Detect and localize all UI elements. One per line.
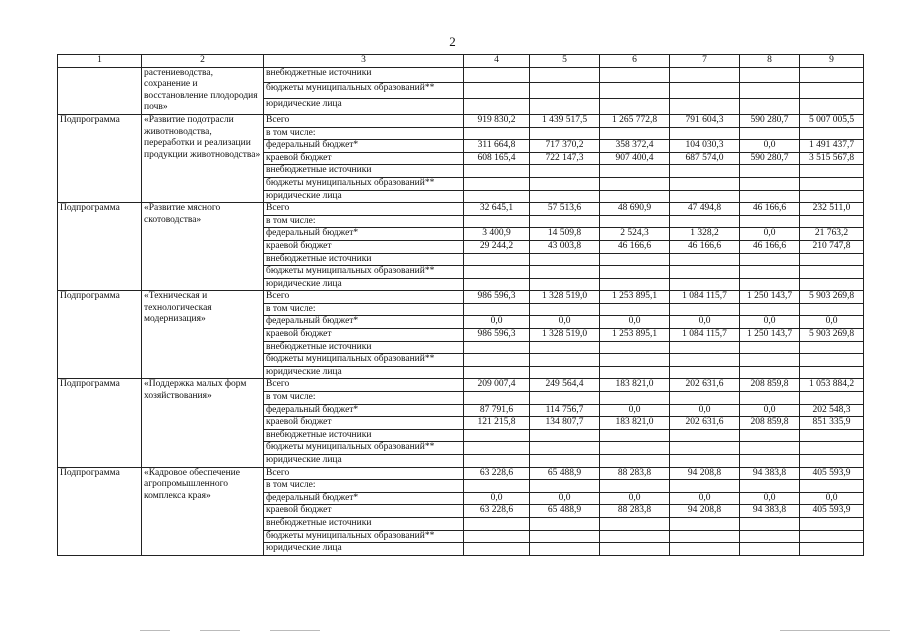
value-cell (530, 543, 600, 556)
value-cell (740, 517, 800, 530)
page-number: 2 (449, 34, 456, 49)
value-cell: 0,0 (670, 492, 740, 505)
value-cell: 210 747,8 (800, 240, 864, 253)
funding-source-cell: внебюджетные источники (264, 429, 464, 442)
value-cell: 63 228,6 (464, 467, 530, 480)
value-cell: 88 283,8 (600, 505, 670, 518)
value-cell (530, 517, 600, 530)
value-cell: 202 631,6 (670, 379, 740, 392)
funding-source-cell: краевой бюджет (264, 152, 464, 165)
value-cell (800, 392, 864, 405)
value-cell: 183 821,0 (600, 379, 670, 392)
value-cell (600, 366, 670, 379)
value-cell: 907 400,4 (600, 152, 670, 165)
value-cell (530, 455, 600, 468)
value-cell (600, 442, 670, 455)
value-cell: 0,0 (740, 492, 800, 505)
funding-source-cell: бюджеты муниципальных образований** (264, 83, 464, 99)
program-kind-cell: Подпрограмма (58, 379, 142, 467)
header-cell: 1 (58, 55, 142, 68)
funding-source-cell: Всего (264, 467, 464, 480)
header-cell: 9 (800, 55, 864, 68)
value-cell: 43 003,8 (530, 240, 600, 253)
value-cell (600, 190, 670, 203)
value-cell (670, 366, 740, 379)
value-cell (600, 83, 670, 99)
value-cell (670, 429, 740, 442)
value-cell (740, 429, 800, 442)
value-cell (800, 354, 864, 367)
value-cell (600, 530, 670, 543)
value-cell (740, 354, 800, 367)
value-cell (530, 99, 600, 115)
value-cell (600, 99, 670, 115)
value-cell (464, 190, 530, 203)
value-cell (800, 177, 864, 190)
value-cell (800, 127, 864, 140)
value-cell: 14 509,8 (530, 228, 600, 241)
value-cell (800, 99, 864, 115)
value-cell (464, 442, 530, 455)
value-cell (530, 253, 600, 266)
value-cell (530, 278, 600, 291)
value-cell: 183 821,0 (600, 417, 670, 430)
value-cell (530, 392, 600, 405)
value-cell (670, 392, 740, 405)
value-cell (464, 392, 530, 405)
value-cell (670, 442, 740, 455)
value-cell: 791 604,3 (670, 114, 740, 127)
value-cell (740, 99, 800, 115)
value-cell (464, 455, 530, 468)
value-cell (464, 67, 530, 83)
value-cell: 1 250 143,7 (740, 329, 800, 342)
value-cell (740, 190, 800, 203)
funding-source-cell: юридические лица (264, 455, 464, 468)
value-cell (600, 253, 670, 266)
value-cell: 94 383,8 (740, 505, 800, 518)
funding-source-cell: краевой бюджет (264, 240, 464, 253)
value-cell (670, 215, 740, 228)
value-cell (740, 366, 800, 379)
value-cell: 0,0 (670, 404, 740, 417)
table-row (58, 379, 864, 392)
funding-source-cell: федеральный бюджет* (264, 140, 464, 153)
value-cell: 5 903 269,8 (800, 329, 864, 342)
value-cell (740, 530, 800, 543)
value-cell (800, 341, 864, 354)
value-cell: 21 763,2 (800, 228, 864, 241)
value-cell: 405 593,9 (800, 505, 864, 518)
funding-source-cell: бюджеты муниципальных образований** (264, 530, 464, 543)
value-cell (670, 354, 740, 367)
value-cell (600, 341, 670, 354)
value-cell (670, 455, 740, 468)
value-cell: 208 859,8 (740, 417, 800, 430)
value-cell: 3 400,9 (464, 228, 530, 241)
value-cell (600, 67, 670, 83)
value-cell (740, 455, 800, 468)
value-cell: 851 335,9 (800, 417, 864, 430)
value-cell: 208 859,8 (740, 379, 800, 392)
value-cell: 232 511,0 (800, 203, 864, 216)
scan-artifacts (140, 630, 900, 634)
funding-source-cell: юридические лица (264, 278, 464, 291)
value-cell (530, 266, 600, 279)
funding-source-cell: внебюджетные источники (264, 341, 464, 354)
value-cell (800, 429, 864, 442)
value-cell: 94 208,8 (670, 467, 740, 480)
value-cell (670, 517, 740, 530)
value-cell: 1 328 519,0 (530, 291, 600, 304)
value-cell: 0,0 (800, 316, 864, 329)
value-cell: 134 807,7 (530, 417, 600, 430)
value-cell (670, 341, 740, 354)
value-cell: 46 166,6 (740, 240, 800, 253)
value-cell: 0,0 (740, 316, 800, 329)
value-cell (464, 354, 530, 367)
value-cell: 0,0 (670, 316, 740, 329)
funding-source-cell: федеральный бюджет* (264, 228, 464, 241)
header-cell: 2 (142, 55, 264, 68)
value-cell: 5 903 269,8 (800, 291, 864, 304)
funding-source-cell: Всего (264, 203, 464, 216)
value-cell: 986 596,3 (464, 291, 530, 304)
value-cell (464, 341, 530, 354)
header-cell: 8 (740, 55, 800, 68)
value-cell (800, 480, 864, 493)
value-cell (600, 215, 670, 228)
value-cell (530, 341, 600, 354)
value-cell (464, 127, 530, 140)
value-cell (800, 303, 864, 316)
value-cell (800, 442, 864, 455)
funding-source-cell: бюджеты муниципальных образований** (264, 266, 464, 279)
funding-source-cell: юридические лица (264, 99, 464, 115)
value-cell (800, 266, 864, 279)
value-cell: 29 244,2 (464, 240, 530, 253)
value-cell (530, 190, 600, 203)
value-cell (530, 429, 600, 442)
value-cell: 1 084 115,7 (670, 291, 740, 304)
value-cell: 48 690,9 (600, 203, 670, 216)
program-kind-cell (58, 67, 142, 114)
funding-source-cell: в том числе: (264, 303, 464, 316)
funding-source-cell: юридические лица (264, 366, 464, 379)
table-row (58, 203, 864, 216)
value-cell (600, 354, 670, 367)
value-cell (670, 543, 740, 556)
value-cell (670, 165, 740, 178)
value-cell: 87 791,6 (464, 404, 530, 417)
value-cell: 687 574,0 (670, 152, 740, 165)
program-kind-cell: Подпрограмма (58, 114, 142, 202)
value-cell (464, 83, 530, 99)
value-cell (600, 543, 670, 556)
table-row (58, 114, 864, 127)
value-cell: 1 265 772,8 (600, 114, 670, 127)
value-cell: 5 007 005,5 (800, 114, 864, 127)
value-cell (530, 354, 600, 367)
value-cell (800, 455, 864, 468)
value-cell (600, 480, 670, 493)
value-cell (740, 341, 800, 354)
value-cell: 0,0 (600, 404, 670, 417)
header-cell: 4 (464, 55, 530, 68)
value-cell (800, 278, 864, 291)
value-cell (600, 177, 670, 190)
value-cell (530, 480, 600, 493)
value-cell (670, 266, 740, 279)
value-cell: 3 515 567,8 (800, 152, 864, 165)
value-cell (670, 530, 740, 543)
funding-source-cell: внебюджетные источники (264, 253, 464, 266)
value-cell (670, 253, 740, 266)
value-cell: 717 370,2 (530, 140, 600, 153)
value-cell (800, 190, 864, 203)
value-cell (464, 517, 530, 530)
value-cell: 114 756,7 (530, 404, 600, 417)
funding-source-cell: краевой бюджет (264, 505, 464, 518)
value-cell: 986 596,3 (464, 329, 530, 342)
value-cell: 104 030,3 (670, 140, 740, 153)
funding-source-cell: в том числе: (264, 480, 464, 493)
program-name-cell: «Поддержка малых форм хозяйствования» (142, 379, 264, 467)
value-cell: 1 084 115,7 (670, 329, 740, 342)
value-cell (740, 303, 800, 316)
value-cell (464, 429, 530, 442)
funding-source-cell: бюджеты муниципальных образований** (264, 354, 464, 367)
value-cell: 358 372,4 (600, 140, 670, 153)
value-cell (600, 127, 670, 140)
value-cell (670, 99, 740, 115)
value-cell: 0,0 (800, 492, 864, 505)
funding-source-cell: краевой бюджет (264, 417, 464, 430)
value-cell (670, 67, 740, 83)
table-row (58, 467, 864, 480)
value-cell (464, 165, 530, 178)
value-cell: 2 524,3 (600, 228, 670, 241)
value-cell (600, 303, 670, 316)
value-cell (800, 165, 864, 178)
funding-source-cell: в том числе: (264, 215, 464, 228)
funding-source-cell: федеральный бюджет* (264, 404, 464, 417)
value-cell (600, 165, 670, 178)
value-cell: 0,0 (530, 316, 600, 329)
value-cell: 46 166,6 (600, 240, 670, 253)
value-cell: 722 147,3 (530, 152, 600, 165)
value-cell (464, 543, 530, 556)
funding-source-cell: Всего (264, 114, 464, 127)
value-cell (800, 543, 864, 556)
table-body (58, 55, 864, 556)
value-cell: 32 645,1 (464, 203, 530, 216)
value-cell: 65 488,9 (530, 505, 600, 518)
value-cell: 1 491 437,7 (800, 140, 864, 153)
funding-source-cell: федеральный бюджет* (264, 492, 464, 505)
table-row (58, 291, 864, 304)
value-cell (670, 278, 740, 291)
value-cell (530, 83, 600, 99)
value-cell: 94 383,8 (740, 467, 800, 480)
value-cell (464, 278, 530, 291)
value-cell (530, 67, 600, 83)
value-cell (464, 303, 530, 316)
value-cell: 0,0 (740, 404, 800, 417)
value-cell (740, 253, 800, 266)
value-cell (740, 215, 800, 228)
value-cell (670, 480, 740, 493)
value-cell (530, 165, 600, 178)
value-cell: 57 513,6 (530, 203, 600, 216)
value-cell (740, 127, 800, 140)
value-cell (600, 455, 670, 468)
value-cell: 63 228,6 (464, 505, 530, 518)
value-cell: 311 664,8 (464, 140, 530, 153)
value-cell (740, 442, 800, 455)
value-cell (670, 303, 740, 316)
value-cell: 202 631,6 (670, 417, 740, 430)
budget-table (57, 54, 864, 556)
value-cell (670, 190, 740, 203)
value-cell (740, 543, 800, 556)
program-name-cell: «Развитие подотрасли животноводства, переработки и реализации продукции животноводства» (142, 114, 264, 202)
value-cell (530, 366, 600, 379)
header-row (58, 55, 864, 68)
value-cell (464, 530, 530, 543)
value-cell (800, 67, 864, 83)
program-name-cell: растениеводства, сохранение и восстановление плодородия почв» (142, 67, 264, 114)
value-cell: 590 280,7 (740, 152, 800, 165)
value-cell: 919 830,2 (464, 114, 530, 127)
value-cell: 0,0 (600, 316, 670, 329)
program-name-cell: «Развитие мясного скотоводства» (142, 203, 264, 291)
value-cell (800, 517, 864, 530)
value-cell: 1 439 517,5 (530, 114, 600, 127)
value-cell: 249 564,4 (530, 379, 600, 392)
value-cell (530, 442, 600, 455)
value-cell: 1 253 895,1 (600, 291, 670, 304)
value-cell: 1 250 143,7 (740, 291, 800, 304)
value-cell: 1 328,2 (670, 228, 740, 241)
program-kind-cell: Подпрограмма (58, 291, 142, 379)
value-cell (600, 266, 670, 279)
funding-source-cell: в том числе: (264, 392, 464, 405)
funding-source-cell: юридические лица (264, 190, 464, 203)
value-cell (464, 215, 530, 228)
value-cell: 0,0 (530, 492, 600, 505)
value-cell (740, 83, 800, 99)
program-kind-cell: Подпрограмма (58, 203, 142, 291)
value-cell: 0,0 (600, 492, 670, 505)
value-cell: 94 208,8 (670, 505, 740, 518)
value-cell: 46 166,6 (670, 240, 740, 253)
program-name-cell: «Техническая и технологическая модернизация» (142, 291, 264, 379)
program-kind-cell: Подпрограмма (58, 467, 142, 555)
funding-source-cell: Всего (264, 291, 464, 304)
funding-source-cell: Всего (264, 379, 464, 392)
funding-source-cell: внебюджетные источники (264, 165, 464, 178)
value-cell (464, 253, 530, 266)
value-cell: 405 593,9 (800, 467, 864, 480)
value-cell: 1 328 519,0 (530, 329, 600, 342)
funding-source-cell: внебюджетные источники (264, 67, 464, 83)
value-cell (530, 215, 600, 228)
value-cell: 0,0 (740, 140, 800, 153)
value-cell (530, 177, 600, 190)
header-cell: 6 (600, 55, 670, 68)
value-cell: 0,0 (464, 316, 530, 329)
funding-source-cell: бюджеты муниципальных образований** (264, 442, 464, 455)
header-cell: 3 (264, 55, 464, 68)
funding-source-cell: внебюджетные источники (264, 517, 464, 530)
value-cell (600, 392, 670, 405)
value-cell (800, 366, 864, 379)
value-cell (530, 127, 600, 140)
funding-source-cell: краевой бюджет (264, 329, 464, 342)
value-cell (670, 177, 740, 190)
value-cell (740, 67, 800, 83)
value-cell (740, 177, 800, 190)
value-cell: 65 488,9 (530, 467, 600, 480)
value-cell (740, 392, 800, 405)
header-cell: 7 (670, 55, 740, 68)
value-cell: 590 280,7 (740, 114, 800, 127)
funding-source-cell: бюджеты муниципальных образований** (264, 177, 464, 190)
value-cell (740, 480, 800, 493)
value-cell (600, 278, 670, 291)
funding-source-cell: юридические лица (264, 543, 464, 556)
value-cell: 88 283,8 (600, 467, 670, 480)
value-cell (740, 278, 800, 291)
program-name-cell: «Кадровое обеспечение агропромышленного комплекса края» (142, 467, 264, 555)
value-cell: 0,0 (464, 492, 530, 505)
value-cell: 209 007,4 (464, 379, 530, 392)
value-cell (800, 215, 864, 228)
header-cell: 5 (530, 55, 600, 68)
table-row (58, 67, 864, 83)
value-cell (464, 99, 530, 115)
value-cell (740, 266, 800, 279)
value-cell (464, 480, 530, 493)
value-cell: 608 165,4 (464, 152, 530, 165)
value-cell (600, 517, 670, 530)
value-cell (530, 303, 600, 316)
value-cell (464, 366, 530, 379)
value-cell: 1 053 884,2 (800, 379, 864, 392)
value-cell (740, 165, 800, 178)
value-cell (670, 127, 740, 140)
funding-source-cell: федеральный бюджет* (264, 316, 464, 329)
value-cell (800, 253, 864, 266)
value-cell (800, 83, 864, 99)
value-cell: 202 548,3 (800, 404, 864, 417)
value-cell: 0,0 (740, 228, 800, 241)
value-cell: 121 215,8 (464, 417, 530, 430)
funding-source-cell: в том числе: (264, 127, 464, 140)
value-cell: 1 253 895,1 (600, 329, 670, 342)
value-cell (530, 530, 600, 543)
value-cell: 46 166,6 (740, 203, 800, 216)
value-cell (464, 177, 530, 190)
value-cell: 47 494,8 (670, 203, 740, 216)
value-cell (600, 429, 670, 442)
value-cell (464, 266, 530, 279)
value-cell (670, 83, 740, 99)
value-cell (800, 530, 864, 543)
